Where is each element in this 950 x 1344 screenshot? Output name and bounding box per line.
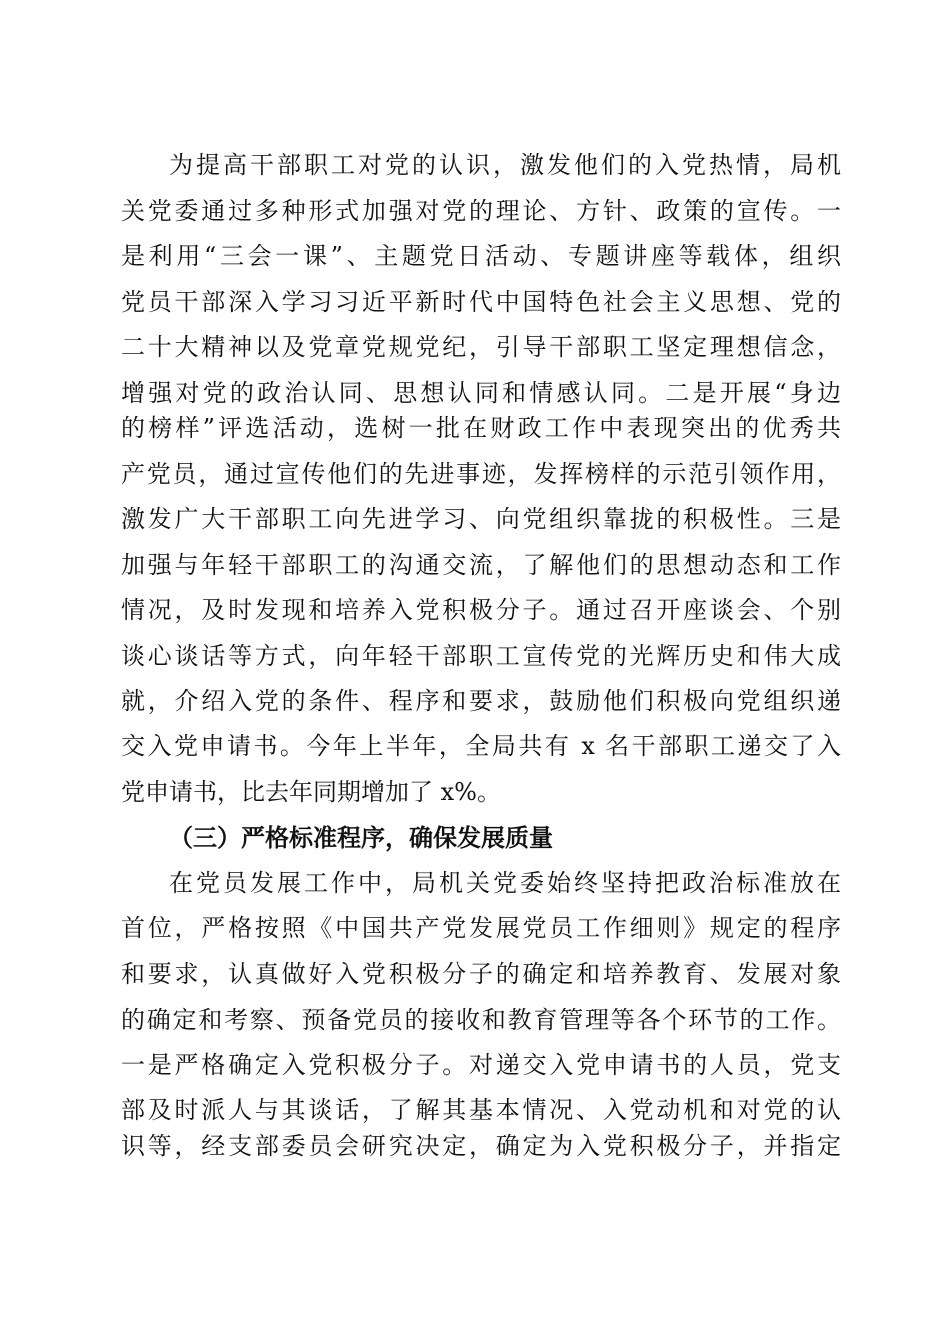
paragraph1-line: 二十大精神以及党章党规党纪，引导干部职工坚定理想信念， [121, 333, 841, 361]
paragraph2-line: 部及时派人与其谈话，了解其基本情况、入党动机和对党的认 [121, 1096, 841, 1124]
paragraph2-line: 的确定和考察、预备党员的接收和教育管理等各个环节的工作。 [121, 1006, 841, 1034]
paragraph1-line: 党申请书，比去年同期增加了 x%。 [121, 778, 501, 806]
paragraph2-line: 和要求，认真做好入党积极分子的确定和培养教育、发展对象 [121, 960, 841, 988]
paragraph2-line: 首位，严格按照《中国共产党发展党员工作细则》规定的程序 [121, 914, 841, 942]
paragraph1-line: 是利用“三会一课”、主题党日活动、专题讲座等载体，组织 [121, 242, 841, 270]
paragraph1-line: 为提高干部职工对党的认识，激发他们的入党热情，局机 [169, 151, 841, 179]
paragraph1-line: 产党员，通过宣传他们的先进事迹，发挥榜样的示范引领作用， [121, 460, 841, 488]
paragraph1-line: 激发广大干部职工向先进学习、向党组织靠拢的积极性。三是 [121, 505, 841, 533]
paragraph1-line: 谈心谈话等方式，向年轻干部职工宣传党的光辉历史和伟大成 [121, 642, 841, 670]
paragraph1-line: 增强对党的政治认同、思想认同和情感认同。二是开展“身边 [121, 379, 841, 407]
paragraph2-line: 在党员发展工作中，局机关党委始终坚持把政治标准放在 [169, 869, 841, 897]
paragraph1-line: 关党委通过多种形式加强对党的理论、方针、政策的宣传。一 [121, 197, 841, 225]
paragraph2-line: 识等，经支部委员会研究决定，确定为入党积极分子，并指定 [121, 1132, 841, 1160]
section-heading: （三）严格标准程序，确保发展质量 [169, 823, 553, 852]
paragraph2-line: 一是严格确定入党积极分子。对递交入党申请书的人员，党支 [121, 1051, 841, 1079]
paragraph1-line: 交入党申请书。今年上半年，全局共有 x 名干部职工递交了入 [121, 732, 841, 760]
paragraph1-line: 就，介绍入党的条件、程序和要求，鼓励他们积极向党组织递 [121, 687, 841, 715]
paragraph1-line: 情况，及时发现和培养入党积极分子。通过召开座谈会、个别 [121, 596, 841, 624]
paragraph1-line: 的榜样”评选活动，选树一批在财政工作中表现突出的优秀共 [121, 414, 841, 442]
paragraph1-line: 党员干部深入学习习近平新时代中国特色社会主义思想、党的 [121, 288, 841, 316]
paragraph1-line: 加强与年轻干部职工的沟通交流，了解他们的思想动态和工作 [121, 551, 841, 579]
